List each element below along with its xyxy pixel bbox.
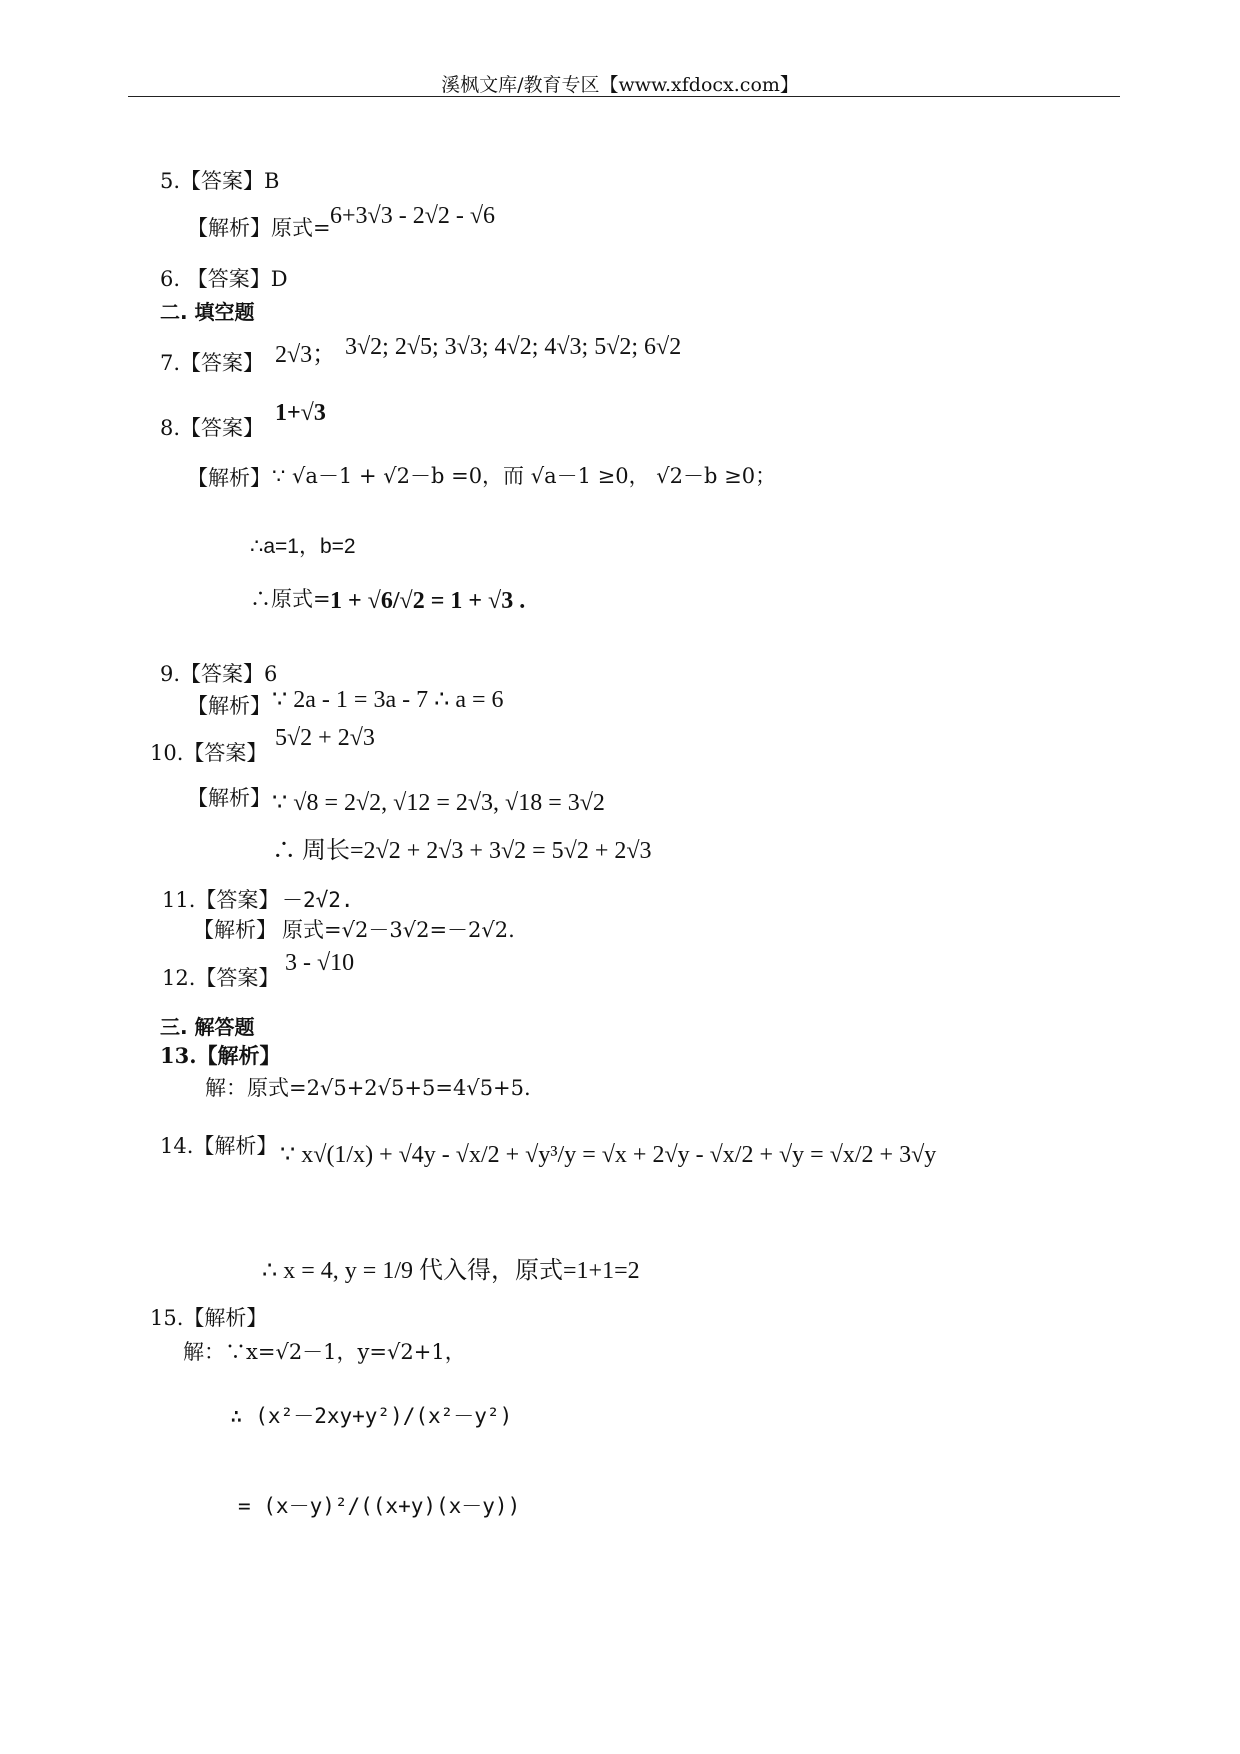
q7-answer-label: 【答案】 [180,351,265,375]
q9-answer-label: 【答案】 [180,662,265,686]
q11-answer-label: 【答案】 [195,888,280,912]
q8-analysis-line2: ∴a=1，b=2 [250,535,356,558]
q11-analysis: 原式=√2－3√2=－2√2. [282,918,515,942]
q10-answer: 5√2 + 2√3 [275,725,375,751]
q13-line1: 解：原式=2√5+2√5+5=4√5+5. [205,1076,531,1100]
page-header: 溪枫文库/教育专区【www.xfdocx.com】 [441,74,799,96]
q5-analysis-line [187,212,331,242]
q12-answer-label: 【答案】 [195,966,280,990]
q11-number: 11. [162,888,196,912]
q13-label: 【解析】 [196,1043,281,1068]
q12-answer: 3 - √10 [285,950,355,976]
q15-number: 15. [150,1306,184,1330]
q10-answer-line [150,737,267,767]
q6-answer: D [270,267,288,291]
q10-number: 10. [150,741,184,765]
q9-answer: 6 [264,662,278,686]
q12-number: 12. [162,966,196,990]
q5-number: 5. [160,169,181,193]
q5-answer: B [264,169,280,193]
q11-answer-line [162,884,279,914]
q8-answer: 1+√3 [275,400,326,426]
section-solution-title: 三. 解答题 [160,1015,255,1039]
q10-analysis-label: 【解析】 [187,786,271,810]
q6-answer-line [160,263,288,293]
q7-answer-line [160,347,264,377]
q9-analysis: ∵ 2a - 1 = 3a - 7 ∴ a = 6 [272,687,504,713]
header-rule [128,96,1120,97]
q8-analysis-line1: ∵ √a－1 + √2－b =0，而 √a－1 ≥0， √2－b ≥0； [272,464,777,488]
q8-analysis-line3-prefix: ∴原式= [250,587,331,611]
q8-answer-label: 【答案】 [180,416,265,440]
q10-answer-label: 【答案】 [183,741,268,765]
q8-analysis-label: 【解析】 [187,466,271,490]
q5-analysis-prefix: 原式= [271,216,331,240]
q11-analysis-label: 【解析】 [193,918,277,942]
q13-number: 13. [160,1043,197,1068]
q9-number: 9. [160,662,181,686]
q7-number: 7. [160,351,181,375]
q10-analysis-line1: ∵ √8 = 2√2, √12 = 2√3, √18 = 3√2 [272,790,605,816]
q15-header [150,1302,267,1332]
q5-analysis-label: 【解析】 [187,216,271,240]
q7-answer-1: 2√3； [275,342,337,368]
q8-answer-line [160,412,264,442]
q11-answer: －2√2. [282,888,354,912]
q15-label: 【解析】 [183,1306,268,1330]
section-fill-in-title: 二. 填空题 [160,300,255,324]
q6-number: 6. [160,267,181,291]
q8-number: 8. [160,416,181,440]
q7-answer-2: 3√2; 2√5; 3√3; 4√2; 4√3; 5√2; 6√2 [345,334,682,360]
q14-number: 14. [160,1134,194,1158]
q5-answer-line [160,165,279,195]
q15-line3: = (x－y)²/((x+y)(x－y)) [238,1494,521,1518]
q10-analysis-line2: ∴ 周长=2√2 + 2√3 + 3√2 = 5√2 + 2√3 [272,838,652,864]
q12-answer-line [162,962,279,992]
q14-line2: ∴ x = 4, y = 1/9 代入得，原式=1+1=2 [262,1258,640,1284]
q14-line1: ∵ x√(1/x) + √4y - √x/2 + √y³/y = √x + 2√y - √x/2 + √y = √x/2 + 3√y [280,1142,937,1168]
q15-line2: ∴ (x²－2xy+y²)/(x²－y²) [230,1404,513,1428]
q8-analysis-line3: 1 + √6/√2 = 1 + √3 . [330,588,526,614]
q14-header [160,1130,277,1160]
q5-answer-label: 【答案】 [180,169,265,193]
q5-expression: 6+3√3 - 2√2 - √6 [330,203,496,229]
q15-line1: 解：∵x=√2－1，y=√2+1， [183,1340,466,1364]
q9-analysis-label: 【解析】 [187,694,271,718]
q13-header [160,1040,281,1070]
q14-label: 【解析】 [193,1134,278,1158]
q9-answer-line [160,658,277,688]
q6-answer-label: 【答案】 [186,267,271,291]
